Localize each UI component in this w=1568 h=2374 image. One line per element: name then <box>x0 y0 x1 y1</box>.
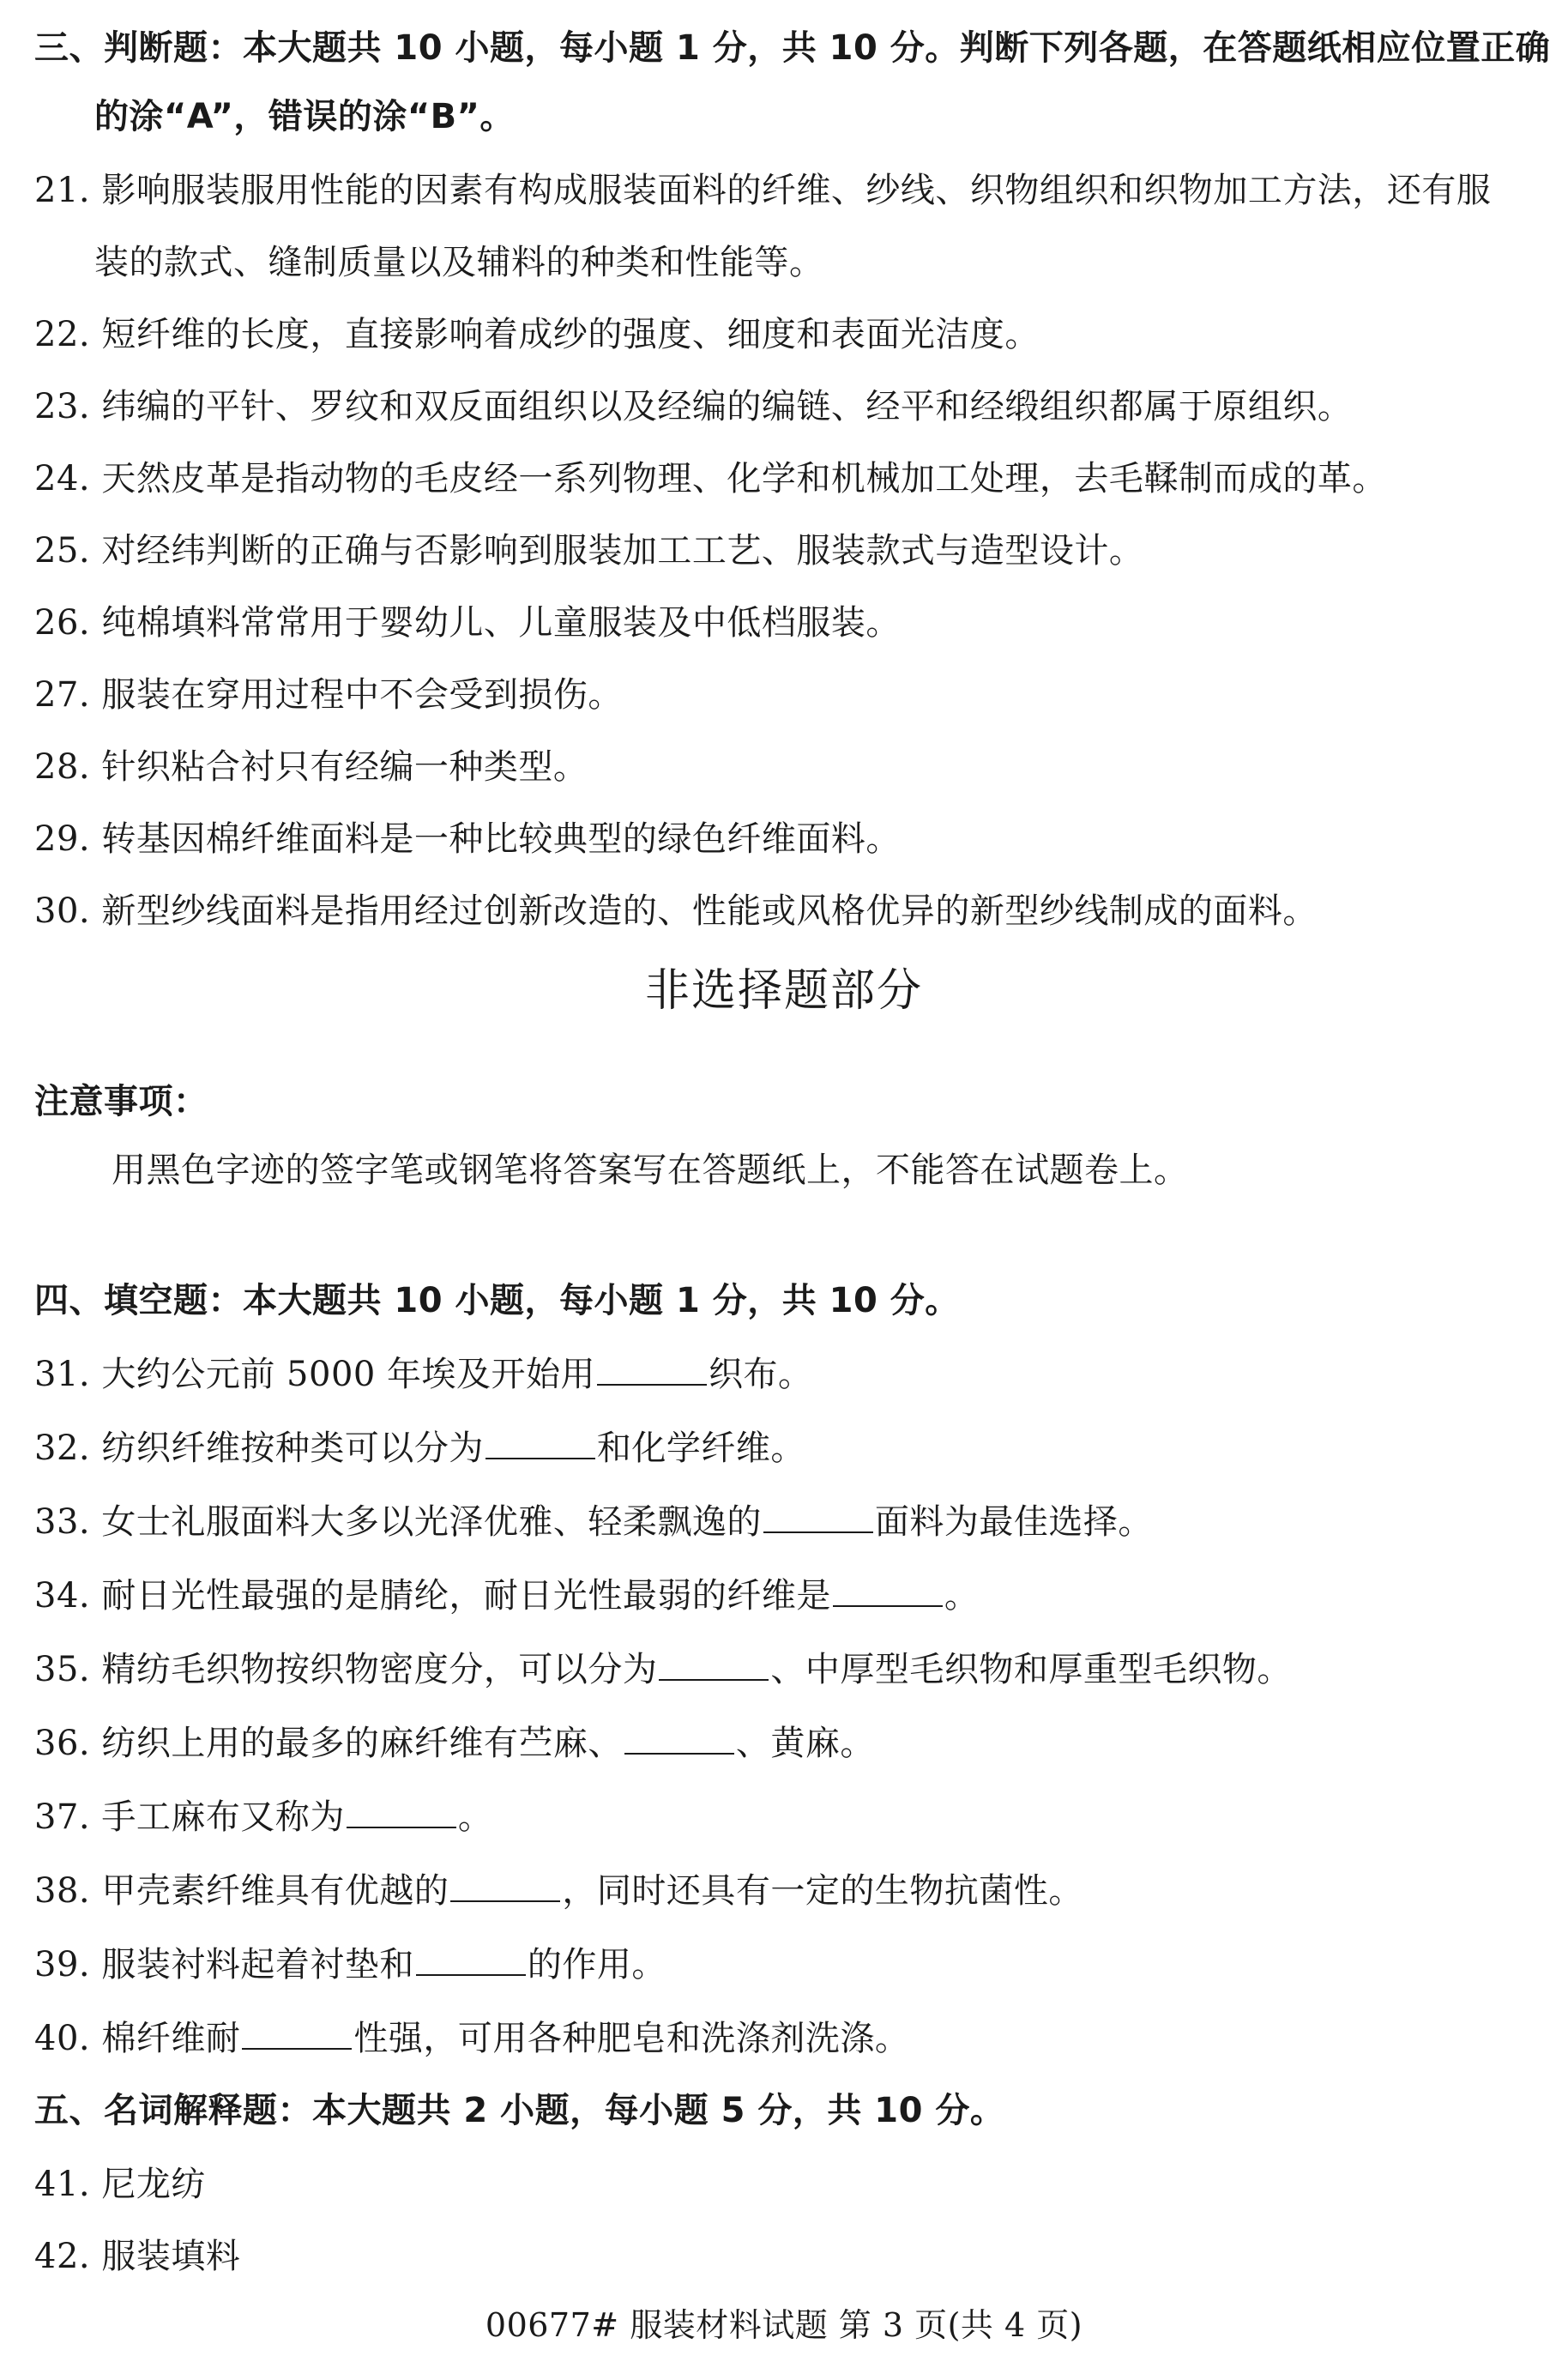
question-39-before: 39. 服装衬料起着衬垫和 <box>34 1945 414 1984</box>
question-36-after: 、黄麻。 <box>735 1724 875 1763</box>
question-41: 41. 尼龙纺 <box>34 2165 206 2204</box>
question-21-line1: 21. 影响服装服用性能的因素有构成服装面料的纤维、纱线、织物组织和织物加工方法，还有服 <box>34 171 1492 210</box>
answer-blank-38 <box>450 1870 560 1902</box>
question-25: 25. 对经纬判断的正确与否影响到服装加工工艺、服装款式与造型设计。 <box>34 531 1144 571</box>
answer-blank-31 <box>597 1353 707 1386</box>
question-33-after: 面料为最佳选择。 <box>874 1502 1153 1542</box>
question-40-after: 性强，可用各种肥皂和洗涤剂洗涤。 <box>353 2019 910 2058</box>
answer-blank-36 <box>624 1722 734 1755</box>
question-35 <box>34 1647 1292 1692</box>
question-26: 26. 纯棉填料常常用于婴幼儿、儿童服装及中低档服装。 <box>34 603 901 643</box>
question-29: 29. 转基因棉纤维面料是一种比较典型的绿色纤维面料。 <box>34 819 901 859</box>
question-27: 27. 服装在穿用过程中不会受到损伤。 <box>34 675 623 715</box>
section4-heading: 四、填空题：本大题共 10 小题，每小题 1 分，共 10 分。 <box>34 1281 960 1320</box>
question-31-after: 织布。 <box>709 1355 813 1394</box>
question-33-before: 33. 女士礼服面料大多以光泽优雅、轻柔飘逸的 <box>34 1502 762 1542</box>
answer-blank-34 <box>833 1574 943 1607</box>
question-38-after: ，同时还具有一定的生物抗菌性。 <box>562 1871 1083 1911</box>
question-31-before: 31. 大约公元前 5000 年埃及开始用 <box>34 1355 596 1394</box>
question-32 <box>34 1426 805 1471</box>
section5-heading: 五、名词解释题：本大题共 2 小题，每小题 5 分，共 10 分。 <box>34 2091 1005 2130</box>
page-footer: 00677# 服装材料试题 第 3 页(共 4 页) <box>485 2306 1083 2344</box>
answer-blank-32 <box>485 1427 595 1459</box>
question-35-after: 、中厚型毛织物和厚重型毛织物。 <box>770 1650 1292 1689</box>
question-33 <box>34 1500 1153 1544</box>
question-32-after: 和化学纤维。 <box>596 1429 805 1468</box>
section3-heading-cont: 的涂“A”，错误的涂“B”。 <box>94 97 515 136</box>
answer-blank-40 <box>242 2017 352 2050</box>
question-37-before: 37. 手工麻布又称为 <box>34 1797 345 1837</box>
question-35-before: 35. 精纺毛织物按织物密度分，可以分为 <box>34 1650 658 1689</box>
question-34-after: 。 <box>944 1576 980 1616</box>
question-38-before: 38. 甲壳素纤维具有优越的 <box>34 1871 449 1911</box>
part-title: 非选择题部分 <box>644 965 923 1017</box>
question-22: 22. 短纤维的长度，直接影响着成纱的强度、细度和表面光洁度。 <box>34 315 1040 354</box>
notice-heading: 注意事项： <box>34 1082 208 1121</box>
question-34 <box>34 1574 979 1618</box>
question-31 <box>34 1352 813 1397</box>
question-39-after: 的作用。 <box>527 1945 666 1984</box>
question-28: 28. 针织粘合衬只有经编一种类型。 <box>34 747 588 787</box>
question-36-before: 36. 纺织上用的最多的麻纤维有苎麻、 <box>34 1724 623 1763</box>
question-37 <box>34 1795 492 1839</box>
question-40 <box>34 2016 909 2061</box>
answer-blank-37 <box>347 1796 456 1828</box>
question-21-line2: 装的款式、缝制质量以及辅料的种类和性能等。 <box>94 243 824 282</box>
question-30: 30. 新型纱线面料是指用经过创新改造的、性能或风格优异的新型纱线制成的面料。 <box>34 891 1318 931</box>
section3-heading: 三、判断题：本大题共 10 小题，每小题 1 分，共 10 分。判断下列各题，在答题纸相应位置正确 <box>34 28 1551 68</box>
question-39 <box>34 1942 666 1987</box>
answer-blank-35 <box>659 1648 769 1681</box>
question-36 <box>34 1721 875 1766</box>
question-40-before: 40. 棉纤维耐 <box>34 2019 241 2058</box>
question-42: 42. 服装填料 <box>34 2237 241 2276</box>
question-38 <box>34 1869 1083 1913</box>
notice-text: 用黑色字迹的签字笔或钢笔将答案写在答题纸上，不能答在试题卷上。 <box>112 1151 1189 1190</box>
question-23: 23. 纬编的平针、罗纹和双反面组织以及经编的编链、经平和经缎组织都属于原组织。 <box>34 387 1353 426</box>
answer-blank-33 <box>763 1501 873 1533</box>
question-24: 24. 天然皮革是指动物的毛皮经一系列物理、化学和机械加工处理，去毛鞣制而成的革。 <box>34 459 1387 498</box>
question-37-after: 。 <box>457 1797 493 1837</box>
question-32-before: 32. 纺织纤维按种类可以分为 <box>34 1429 484 1468</box>
answer-blank-39 <box>416 1943 526 1976</box>
question-34-before: 34. 耐日光性最强的是腈纶，耐日光性最弱的纤维是 <box>34 1576 831 1616</box>
